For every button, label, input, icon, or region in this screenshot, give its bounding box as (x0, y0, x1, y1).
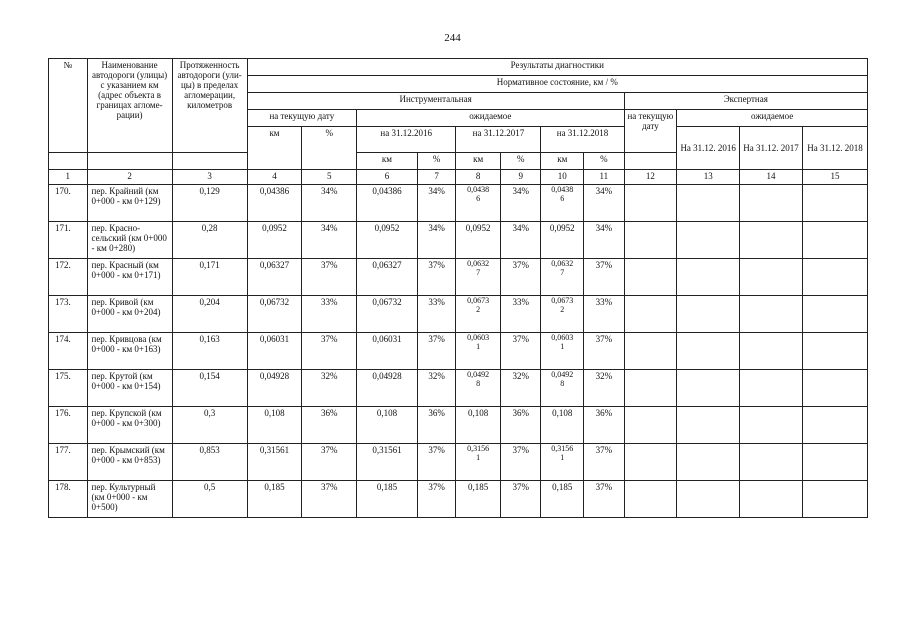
pct-2016 (417, 333, 456, 370)
km-2018-value: 0,108 (552, 408, 573, 418)
row-index (49, 222, 88, 259)
pct-2017 (500, 333, 541, 370)
road-name (87, 185, 172, 222)
table-row (49, 407, 868, 444)
km-current-value: 0,06732 (259, 297, 290, 307)
pct-2016-value: 37% (428, 482, 445, 492)
expert-empty-cell (677, 222, 740, 259)
header-results: Результаты диагностики (247, 59, 867, 76)
expert-empty-cell (740, 481, 803, 518)
row-index-value: 177. (55, 445, 71, 455)
pct-2018 (584, 481, 625, 518)
km-2018 (541, 296, 584, 333)
expert-empty-cell (624, 370, 677, 407)
table-row (49, 481, 868, 518)
expert-empty-cell (740, 259, 803, 296)
pct-2016-value: 37% (428, 260, 445, 270)
road-name-value: пер. Красный (км 0+000 - км 0+171) (91, 260, 161, 281)
row-index-value: 174. (55, 334, 71, 344)
pct-2017 (500, 296, 541, 333)
km-2018 (541, 259, 584, 296)
expert-empty-cell (624, 259, 677, 296)
header-blank-num (49, 153, 88, 170)
expert-empty-cell (677, 481, 740, 518)
header-current-date: на текущую дату (247, 110, 356, 127)
pct-2018-value: 34% (595, 223, 613, 233)
column-number: 8 (456, 170, 501, 185)
expert-empty-cell (740, 185, 803, 222)
km-2016 (357, 185, 418, 222)
expert-empty-cell (677, 444, 740, 481)
road-length-value: 0,5 (204, 482, 216, 492)
pct-2018-value: 33% (595, 297, 613, 307)
column-number-row (49, 170, 868, 185)
header-expert-2017: На 31.12. 2017 (740, 127, 803, 170)
pct-2017 (500, 444, 541, 481)
header-km-current: км (247, 127, 302, 170)
expert-empty-cell (740, 407, 803, 444)
km-2016 (357, 370, 418, 407)
km-2018-value: 0,0492 8 (551, 370, 574, 388)
header-pct-2017: % (500, 153, 541, 170)
road-name-value: пер. Кривой (км 0+000 - км 0+204) (91, 297, 161, 318)
pct-2016-value: 32% (428, 371, 445, 381)
row-index (49, 444, 88, 481)
km-2018 (541, 444, 584, 481)
row-index-value: 171. (55, 223, 71, 233)
pct-2017-value: 36% (512, 408, 529, 418)
road-length (172, 481, 247, 518)
km-2016-value: 0,04928 (372, 371, 402, 381)
pct-2018 (584, 296, 625, 333)
road-name (87, 222, 172, 259)
header-road-name: Наименование автодороги (улицы) с указанием км (адрес объекта в границах агломерации) (87, 59, 172, 153)
header-pct-2018: % (584, 153, 625, 170)
column-number: 3 (172, 170, 247, 185)
pct-current-value: 34% (320, 186, 338, 196)
km-2017 (456, 222, 501, 259)
km-2018-value: 0,0603 1 (551, 333, 574, 351)
table-row (49, 370, 868, 407)
row-index (49, 259, 88, 296)
pct-current-value: 36% (320, 408, 338, 418)
column-number: 6 (357, 170, 418, 185)
road-length-value: 0,171 (199, 260, 220, 270)
table-row (49, 333, 868, 370)
expert-empty-cell (677, 407, 740, 444)
km-2016 (357, 407, 418, 444)
km-2017 (456, 407, 501, 444)
pct-current-value: 37% (320, 445, 338, 455)
row-index-value: 170. (55, 186, 71, 196)
pct-2018-value: 34% (595, 186, 613, 196)
column-number: 2 (87, 170, 172, 185)
expert-empty-cell (802, 407, 867, 444)
pct-2016 (417, 222, 456, 259)
expert-empty-cell (802, 333, 867, 370)
expert-empty-cell (624, 407, 677, 444)
pct-current (302, 259, 357, 296)
km-2017 (456, 444, 501, 481)
km-2017-value: 0,108 (468, 408, 489, 418)
pct-2016-value: 37% (428, 445, 445, 455)
pct-current (302, 407, 357, 444)
km-2017 (456, 333, 501, 370)
pct-2018-value: 37% (595, 482, 613, 492)
expert-empty-cell (624, 481, 677, 518)
pct-2017-value: 37% (512, 260, 529, 270)
pct-2016 (417, 407, 456, 444)
pct-2018-value: 36% (595, 408, 613, 418)
pct-2017 (500, 370, 541, 407)
header-date-2016: на 31.12.2016 (357, 127, 456, 153)
km-2017-value: 0,0438 6 (467, 185, 490, 203)
header-instrumental: Инструментальная (247, 93, 624, 110)
km-2016-value: 0,31561 (372, 445, 402, 455)
pct-current (302, 481, 357, 518)
expert-empty-cell (677, 185, 740, 222)
road-length-value: 0,28 (201, 223, 218, 233)
column-number: 5 (302, 170, 357, 185)
pct-2018 (584, 259, 625, 296)
pct-2018 (584, 222, 625, 259)
km-current-value: 0,108 (264, 408, 285, 418)
row-index (49, 481, 88, 518)
pct-current (302, 370, 357, 407)
km-current (247, 222, 302, 259)
column-number: 7 (417, 170, 456, 185)
road-length (172, 407, 247, 444)
road-length-value: 0,853 (199, 445, 220, 455)
road-name-value: пер. Крупской (км 0+000 - км 0+300) (91, 408, 162, 429)
column-number: 13 (677, 170, 740, 185)
km-2016 (357, 444, 418, 481)
pct-2016-value: 34% (428, 223, 445, 233)
pct-2017 (500, 185, 541, 222)
km-current (247, 481, 302, 518)
header-date-2018: на 31.12.2018 (541, 127, 624, 153)
km-2017-value: 0,0492 8 (467, 370, 490, 388)
expert-empty-cell (802, 259, 867, 296)
expert-empty-cell (624, 185, 677, 222)
pct-current-value: 37% (320, 482, 338, 492)
expert-empty-cell (802, 185, 867, 222)
table-row (49, 296, 868, 333)
km-2016-value: 0,04386 (372, 186, 402, 196)
pct-2016-value: 34% (428, 186, 445, 196)
expert-empty-cell (624, 444, 677, 481)
road-name-value: пер. Красносельский (км 0+000 - км 0+280) (91, 223, 167, 254)
row-index (49, 407, 88, 444)
road-name (87, 407, 172, 444)
expert-empty-cell (677, 370, 740, 407)
diagnostics-table (48, 58, 868, 518)
km-current-value: 0,04386 (259, 186, 290, 196)
km-2016 (357, 259, 418, 296)
km-2018-value: 0,185 (552, 482, 573, 492)
expert-empty-cell (802, 444, 867, 481)
km-2017 (456, 481, 501, 518)
road-length-value: 0,163 (199, 334, 220, 344)
expert-empty-cell (624, 222, 677, 259)
road-name (87, 296, 172, 333)
pct-2017-value: 37% (512, 445, 529, 455)
pct-2018 (584, 444, 625, 481)
header-blank-name (87, 153, 172, 170)
header-length: Протяженность автодороги (улицы) в пределах агломерации, километров (172, 59, 247, 153)
pct-2016 (417, 185, 456, 222)
header-expert-2018: На 31.12. 2018 (802, 127, 867, 170)
column-number: 4 (247, 170, 302, 185)
km-current-value: 0,04928 (259, 371, 290, 381)
expert-empty-cell (740, 333, 803, 370)
expert-empty-cell (677, 259, 740, 296)
expert-empty-cell (740, 296, 803, 333)
pct-2017 (500, 481, 541, 518)
pct-2016-value: 33% (428, 297, 445, 307)
km-2018 (541, 407, 584, 444)
km-current (247, 333, 302, 370)
pct-2018-value: 37% (595, 260, 613, 270)
header-pct-2016: % (417, 153, 456, 170)
row-index-value: 173. (55, 297, 71, 307)
km-current (247, 407, 302, 444)
row-index (49, 296, 88, 333)
km-2016 (357, 222, 418, 259)
km-2016-value: 0,185 (376, 482, 398, 492)
expert-empty-cell (624, 333, 677, 370)
km-2017 (456, 296, 501, 333)
header-date-2017: на 31.12.2017 (456, 127, 541, 153)
km-2018-value: 0,0438 6 (551, 185, 574, 203)
km-2018 (541, 333, 584, 370)
km-2017-value: 0,3156 1 (467, 444, 490, 462)
road-name (87, 333, 172, 370)
expert-empty-cell (740, 222, 803, 259)
header-km-2017: км (456, 153, 501, 170)
pct-current-value: 37% (320, 260, 338, 270)
km-2017-value: 0,0632 7 (467, 259, 490, 277)
header-expert-current-date: на текущую дату (624, 110, 677, 153)
km-2016 (357, 333, 418, 370)
km-2016-value: 0,06732 (372, 297, 402, 307)
expert-empty-cell (740, 444, 803, 481)
road-length (172, 259, 247, 296)
header-pct-current: % (302, 127, 357, 170)
pct-2016 (417, 296, 456, 333)
km-2017 (456, 185, 501, 222)
table-row (49, 222, 868, 259)
pct-2016 (417, 444, 456, 481)
pct-2017-value: 37% (512, 482, 529, 492)
km-current (247, 444, 302, 481)
pct-current-value: 37% (320, 334, 338, 344)
column-number: 12 (624, 170, 677, 185)
km-2017 (456, 370, 501, 407)
road-length-value: 0,154 (199, 371, 220, 381)
expert-empty-cell (802, 481, 867, 518)
road-name (87, 259, 172, 296)
pct-current-value: 34% (320, 223, 338, 233)
pct-current (302, 444, 357, 481)
km-2018-value: 0,0673 2 (551, 296, 574, 314)
pct-current (302, 333, 357, 370)
pct-2018-value: 37% (595, 334, 613, 344)
row-index (49, 370, 88, 407)
header-km-2018: км (541, 153, 584, 170)
km-2018-value: 0,0632 7 (551, 259, 574, 277)
page-number: 244 (444, 32, 461, 44)
expert-empty-cell (802, 222, 867, 259)
km-2016 (357, 481, 418, 518)
pct-2018 (584, 185, 625, 222)
row-index-value: 176. (55, 408, 71, 418)
km-2017 (456, 259, 501, 296)
expert-empty-cell (802, 370, 867, 407)
road-length (172, 370, 247, 407)
table-row (49, 185, 868, 222)
pct-current (302, 185, 357, 222)
header-expert-expected: ожидаемое (677, 110, 868, 127)
road-name-value: пер. Культурный (км 0+000 - км 0+500) (91, 482, 156, 513)
road-name (87, 444, 172, 481)
pct-2017 (500, 259, 541, 296)
road-name (87, 370, 172, 407)
km-current (247, 259, 302, 296)
pct-2018 (584, 370, 625, 407)
header-blank-expert-current (624, 153, 677, 170)
column-number: 11 (584, 170, 625, 185)
km-2016 (357, 296, 418, 333)
road-name-value: пер. Кривцова (км 0+000 - км 0+163) (91, 334, 162, 355)
road-length (172, 333, 247, 370)
column-number: 15 (802, 170, 867, 185)
road-length (172, 222, 247, 259)
expert-empty-cell (802, 296, 867, 333)
column-number: 9 (500, 170, 541, 185)
expert-empty-cell (740, 370, 803, 407)
road-length-value: 0,3 (204, 408, 216, 418)
header-normative: Нормативное состояние, км / % (247, 76, 867, 93)
road-length (172, 444, 247, 481)
pct-2017-value: 33% (512, 297, 529, 307)
row-index (49, 333, 88, 370)
pct-current (302, 296, 357, 333)
km-current-value: 0,31561 (259, 445, 290, 455)
pct-2017 (500, 222, 541, 259)
row-index (49, 185, 88, 222)
km-2017-value: 0,185 (468, 482, 489, 492)
table-row (49, 259, 868, 296)
header-blank-length (172, 153, 247, 170)
km-current-value: 0,06327 (259, 260, 290, 270)
km-2018-value: 0,0952 (549, 223, 575, 233)
road-name-value: пер. Крымский (км 0+000 - км 0+853) (91, 445, 165, 466)
expert-empty-cell (677, 333, 740, 370)
km-2016-value: 0,06031 (372, 334, 402, 344)
row-index-value: 178. (55, 482, 71, 492)
pct-current-value: 33% (320, 297, 338, 307)
km-current-value: 0,0952 (262, 223, 287, 233)
km-2018 (541, 222, 584, 259)
pct-2018 (584, 333, 625, 370)
road-name (87, 481, 172, 518)
pct-2016 (417, 370, 456, 407)
road-length (172, 185, 247, 222)
km-current-value: 0,185 (264, 482, 285, 492)
km-current (247, 370, 302, 407)
road-name-value: пер. Крутой (км 0+000 - км 0+154) (91, 371, 161, 392)
header-expert: Экспертная (624, 93, 867, 110)
km-2018 (541, 481, 584, 518)
km-2018 (541, 185, 584, 222)
km-current (247, 296, 302, 333)
header-num: № (49, 59, 88, 153)
km-2018-value: 0,3156 1 (551, 444, 574, 462)
pct-2017 (500, 407, 541, 444)
expert-empty-cell (677, 296, 740, 333)
km-2016-value: 0,0952 (374, 223, 400, 233)
pct-2017-value: 34% (512, 223, 529, 233)
expert-empty-cell (624, 296, 677, 333)
road-name-value: пер. Крайний (км 0+000 - км 0+129) (91, 186, 161, 207)
header-expected: ожидаемое (357, 110, 625, 127)
km-2017-value: 0,0603 1 (467, 333, 490, 351)
pct-2017-value: 34% (512, 186, 529, 196)
pct-2016 (417, 481, 456, 518)
pct-current-value: 32% (320, 371, 338, 381)
pct-2017-value: 32% (512, 371, 529, 381)
km-2017-value: 0,0952 (465, 223, 491, 233)
pct-current (302, 222, 357, 259)
km-2017-value: 0,0673 2 (467, 296, 490, 314)
pct-2018-value: 32% (595, 371, 613, 381)
km-2018 (541, 370, 584, 407)
row-index-value: 175. (55, 371, 71, 381)
header-expert-2016: На 31.12. 2016 (677, 127, 740, 170)
pct-2016 (417, 259, 456, 296)
column-number: 1 (49, 170, 88, 185)
column-number: 14 (740, 170, 803, 185)
table-row (49, 444, 868, 481)
road-length-value: 0,129 (199, 186, 220, 196)
road-length-value: 0,204 (199, 297, 220, 307)
pct-2017-value: 37% (512, 334, 529, 344)
km-current-value: 0,06031 (259, 334, 290, 344)
pct-2016-value: 36% (428, 408, 445, 418)
road-length (172, 296, 247, 333)
km-2016-value: 0,06327 (372, 260, 402, 270)
km-2016-value: 0,108 (376, 408, 398, 418)
pct-2018 (584, 407, 625, 444)
column-number: 10 (541, 170, 584, 185)
pct-2016-value: 37% (428, 334, 445, 344)
row-index-value: 172. (55, 260, 71, 270)
km-current (247, 185, 302, 222)
header-km-2016: км (357, 153, 418, 170)
pct-2018-value: 37% (595, 445, 613, 455)
